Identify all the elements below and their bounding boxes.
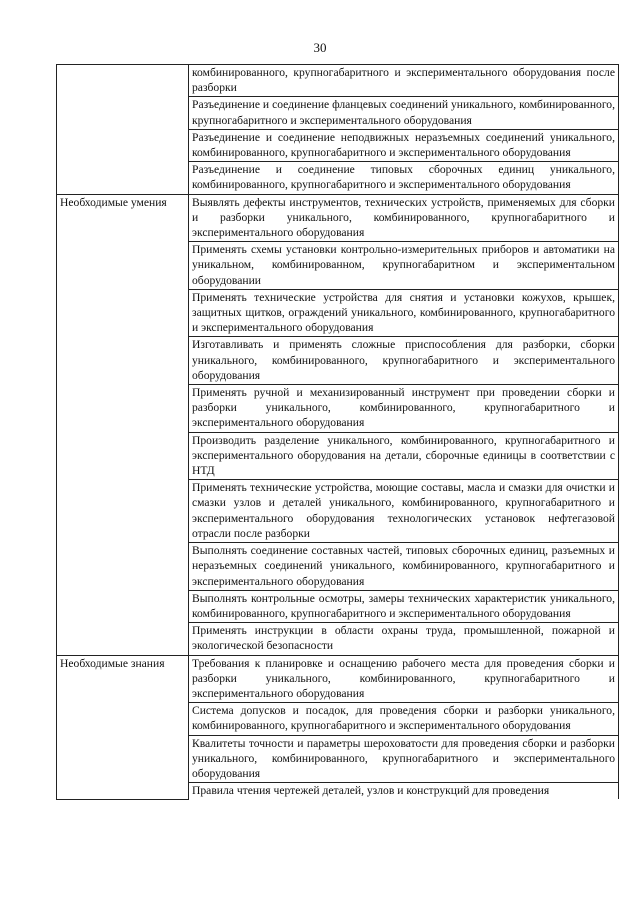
table-cell-text: комбинированного, крупногабаритного и экспериментального оборудования после разборки — [189, 65, 619, 97]
knowledge-label: Необходимые знания — [57, 655, 189, 799]
skills-label: Необходимые умения — [57, 194, 189, 655]
table-cell-text: Применять инструкции в области охраны труда, промышленной, пожарной и экологической безопасности — [189, 623, 619, 655]
table-cell-text: Разъединение и соединение неподвижных неразъемных соединений уникального, комбинированного, крупногабаритного и экспериментального оборудования — [189, 129, 619, 161]
page-number: 30 — [313, 40, 327, 55]
table-cell-text: Разъединение и соединение фланцевых соединений уникального, комбинированного, крупногабаритного и экспериментального оборудования — [189, 97, 619, 129]
table-cell-text: Правила чтения чертежей деталей, узлов и конструкций для проведения — [189, 783, 619, 800]
table-cell-text: Применять технические устройства, моющие составы, масла и смазки для очистки и смазки узлов и деталей уникального, комбинированного, крупногабаритного и экспериментального оборудования технологических установок нефтегазовой отрасли после разборки — [189, 480, 619, 543]
table-cell-text: Применять технические устройства для снятия и установки кожухов, крышек, защитных щитков, ограждений уникального, комбинированного, крупногабаритного и экспериментального оборудования — [189, 289, 619, 337]
continuation-label-cell — [57, 65, 189, 195]
table-row — [57, 655, 619, 703]
table-cell-text: Выявлять дефекты инструментов, технических устройств, применяемых для сборки и разборки уникального, комбинированного, крупногабаритного и экспериментального оборудования — [189, 194, 619, 242]
table-cell-text: Применять ручной и механизированный инструмент при проведении сборки и разборки уникального, комбинированного, крупногабаритного и экспериментального оборудования — [189, 385, 619, 433]
table-cell-text: Применять схемы установки контрольно-измерительных приборов и автоматики на уникальном, комбинированном, крупногабаритном и экспериментальном оборудовании — [189, 242, 619, 290]
requirements-table — [56, 64, 619, 800]
table-cell-text: Требования к планировке и оснащению рабочего места для проведения сборки и разборки уникального, комбинированного, крупногабаритного и экспериментального оборудования — [189, 655, 619, 703]
table-cell-text: Квалитеты точности и параметры шероховатости для проведения сборки и разборки уникального, комбинированного, крупногабаритного и экспериментального оборудования — [189, 735, 619, 783]
table-cell-text: Выполнять контрольные осмотры, замеры технических характеристик уникального, комбинированного, крупногабаритного и экспериментального оборудования — [189, 590, 619, 622]
table-cell-text: Разъединение и соединение типовых сборочных единиц уникального, комбинированного, крупногабаритного и экспериментального оборудования — [189, 162, 619, 194]
table-cell-text: Система допусков и посадок, для проведения сборки и разборки уникального, комбинированного, крупногабаритного и экспериментального оборудования — [189, 703, 619, 735]
table-cell-text: Выполнять соединение составных частей, типовых сборочных единиц, разъемных и неразъемных соединений уникального, комбинированного, крупногабаритного и экспериментального оборудования — [189, 543, 619, 591]
table-row — [57, 194, 619, 242]
table-row — [57, 65, 619, 97]
table-cell-text: Изготавливать и применять сложные приспособления для разборки, сборки уникального, комбинированного, крупногабаритного и экспериментального оборудования — [189, 337, 619, 385]
table-cell-text: Производить разделение уникального, комбинированного, крупногабаритного и экспериментального оборудования на детали, сборочные единицы в соответствии с НТД — [189, 432, 619, 480]
